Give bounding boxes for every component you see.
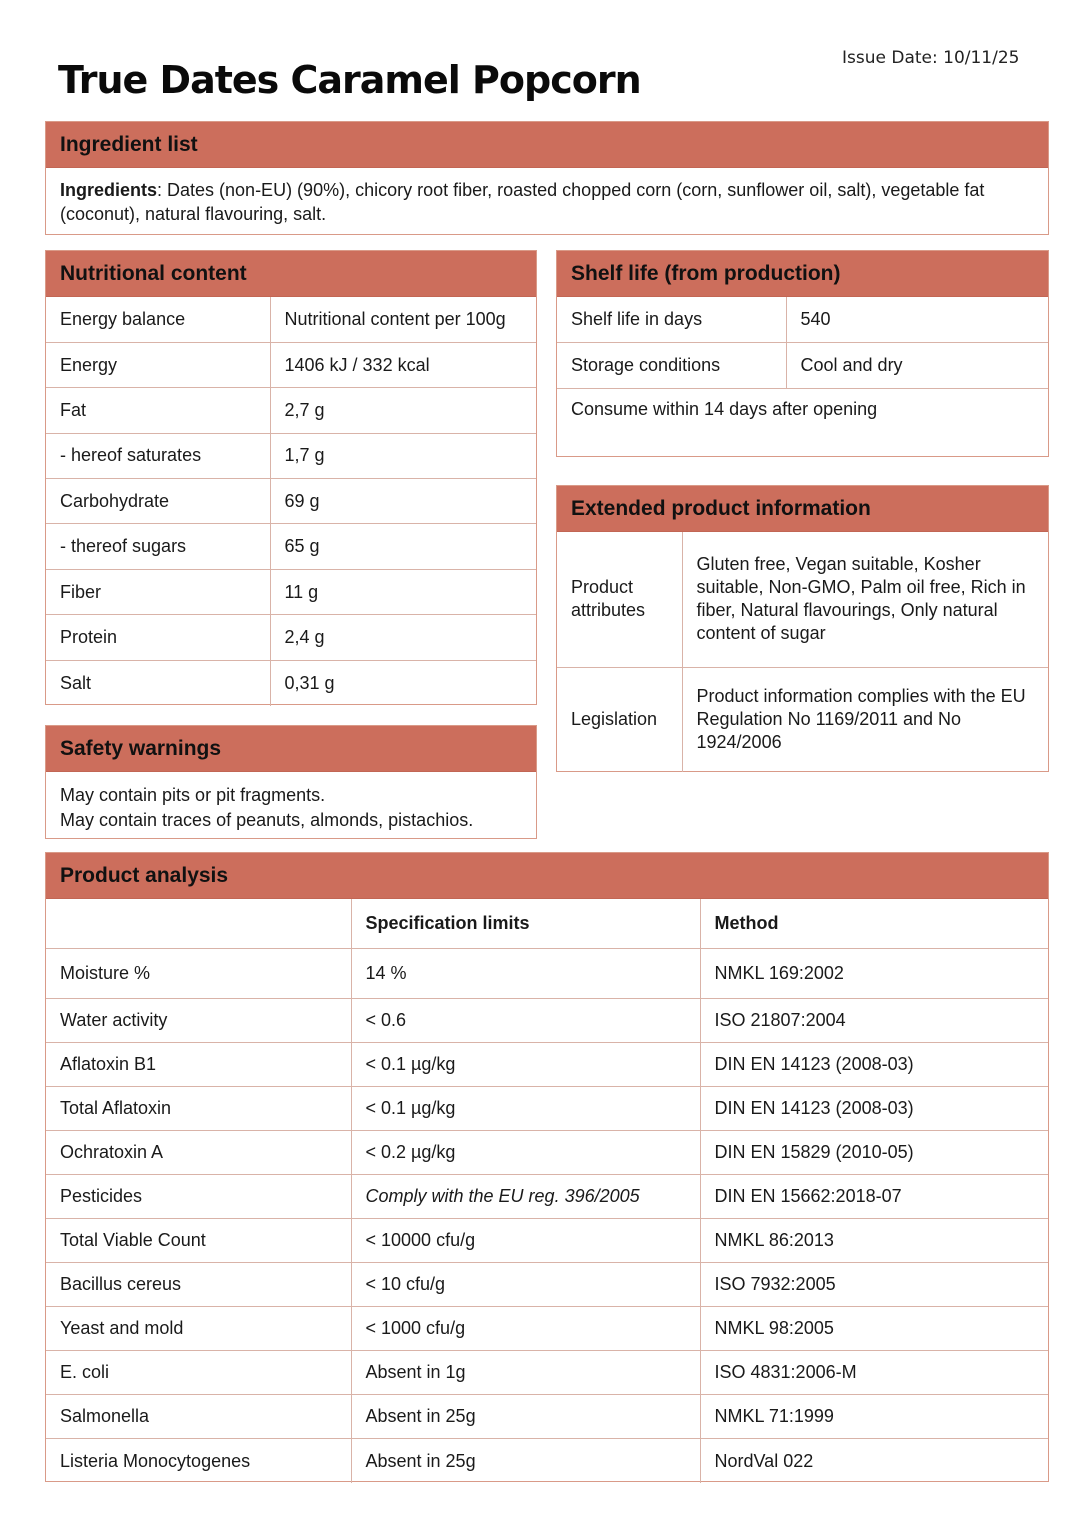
analysis-table (46, 899, 1048, 1483)
shelf-life-section (556, 250, 1049, 457)
parameter-cell: Yeast and mold (46, 1307, 351, 1351)
product-analysis-heading: Product analysis (46, 853, 1048, 899)
method-cell: NMKL 98:2005 (700, 1307, 1048, 1351)
parameter-cell: Pesticides (46, 1174, 351, 1218)
ingredient-list-body (46, 168, 1048, 236)
table-row (46, 1263, 1048, 1307)
table-row (46, 615, 536, 660)
parameter-cell: Bacillus cereus (46, 1263, 351, 1307)
parameter-cell: Total Aflatoxin (46, 1086, 351, 1130)
parameter-cell: Moisture % (46, 948, 351, 998)
issue-date: Issue Date: 10/11/25 (842, 48, 1020, 68)
nutrient-value: 1406 kJ / 332 kcal (270, 342, 536, 387)
nutrient-label: Fiber (46, 569, 270, 614)
ingredients-label: Ingredients (60, 180, 158, 200)
ingredient-list-section (45, 121, 1049, 235)
shelf-life-heading: Shelf life (from production) (557, 251, 1048, 297)
method-cell: NMKL 86:2013 (700, 1218, 1048, 1262)
table-row (46, 948, 1048, 998)
ingredients-text: : Dates (non-EU) (90%), chicory root fiber, roasted chopped corn (corn, sunflower oil, salt), vegetable fat (coconut), natural flavouring, salt. (60, 180, 985, 224)
spec-limit-cell: < 0.1 µg/kg (351, 1042, 700, 1086)
spec-limit-cell: Absent in 1g (351, 1351, 700, 1395)
table-row (46, 998, 1048, 1042)
nutritional-content-section (45, 250, 537, 705)
spec-limit-cell: < 1000 cfu/g (351, 1307, 700, 1351)
table-row (46, 1218, 1048, 1262)
shelf-label: Shelf life in days (557, 297, 786, 343)
nutrient-value: 2,4 g (270, 615, 536, 660)
table-row (46, 524, 536, 569)
shelf-life-table (557, 297, 1048, 388)
nutrient-label: Carbohydrate (46, 479, 270, 524)
table-row (46, 342, 536, 387)
parameter-cell: Aflatoxin B1 (46, 1042, 351, 1086)
nutrient-value: 65 g (270, 524, 536, 569)
method-cell: ISO 4831:2006-M (700, 1351, 1048, 1395)
spec-limit-cell: Absent in 25g (351, 1439, 700, 1483)
parameter-cell: Water activity (46, 998, 351, 1042)
consume-note: Consume within 14 days after opening (557, 388, 1048, 456)
table-row (46, 1351, 1048, 1395)
table-row (46, 1439, 1048, 1483)
spec-limit-cell: < 10000 cfu/g (351, 1218, 700, 1262)
spec-limit-cell: Absent in 25g (351, 1395, 700, 1439)
shelf-label: Storage conditions (557, 343, 786, 389)
nutrient-label: Protein (46, 615, 270, 660)
shelf-value: 540 (800, 309, 831, 329)
method-cell: NMKL 71:1999 (700, 1395, 1048, 1439)
method-cell: NMKL 169:2002 (700, 948, 1048, 998)
safety-warnings-section (45, 725, 537, 839)
spec-limit-cell: < 10 cfu/g (351, 1263, 700, 1307)
table-row (46, 297, 536, 342)
table-row (46, 1086, 1048, 1130)
table-row (46, 1130, 1048, 1174)
nutrient-label: Energy balance (46, 297, 270, 342)
nutrient-label: Salt (46, 660, 270, 705)
table-row (557, 532, 1048, 667)
safety-line: May contain pits or pit fragments. (60, 785, 326, 805)
table-row (46, 1042, 1048, 1086)
extended-info-section (556, 485, 1049, 772)
page-title: True Dates Caramel Popcorn (58, 58, 641, 102)
ingredient-list-heading: Ingredient list (46, 122, 1048, 168)
attributes-value: Gluten free, Vegan suitable, Kosher suitable, Non-GMO, Palm oil free, Rich in fiber, Natural flavourings, Only natural content of sugar (696, 554, 1026, 644)
method-cell: ISO 7932:2005 (700, 1263, 1048, 1307)
table-row (46, 1174, 1048, 1218)
nutrient-value: 69 g (270, 479, 536, 524)
method-cell: DIN EN 15829 (2010-05) (700, 1130, 1048, 1174)
legislation-value: Product information complies with the EU Regulation No 1169/2011 and No 1924/2006 (682, 667, 1048, 772)
nutrient-label: Fat (46, 388, 270, 433)
nutritional-content-heading: Nutritional content (46, 251, 536, 297)
parameter-cell: E. coli (46, 1351, 351, 1395)
nutrient-value: 1,7 g (270, 433, 536, 478)
table-row (557, 297, 1048, 343)
table-row (557, 667, 1048, 772)
table-row (46, 660, 536, 705)
nutrient-value: 11 g (270, 569, 536, 614)
table-row (46, 433, 536, 478)
extended-info-table (557, 532, 1048, 772)
attributes-label: Product attributes (557, 532, 682, 667)
nutrient-value: 2,7 g (270, 388, 536, 433)
table-row (46, 479, 536, 524)
table-row (46, 1395, 1048, 1439)
method-cell: DIN EN 15662:2018-07 (700, 1174, 1048, 1218)
nutrient-value: 0,31 g (270, 660, 536, 705)
method-cell: DIN EN 14123 (2008-03) (700, 1086, 1048, 1130)
nutrient-label: Energy (46, 342, 270, 387)
safety-warnings-body (46, 772, 536, 844)
parameter-cell: Salmonella (46, 1395, 351, 1439)
spec-limit-cell: < 0.6 (351, 998, 700, 1042)
legislation-label: Legislation (557, 667, 682, 772)
extended-info-heading: Extended product information (557, 486, 1048, 532)
method-cell: ISO 21807:2004 (700, 998, 1048, 1042)
spec-limit-cell: Comply with the EU reg. 396/2005 (351, 1174, 700, 1218)
table-row (46, 388, 536, 433)
table-row (557, 343, 1048, 389)
safety-line: May contain traces of peanuts, almonds, pistachios. (60, 810, 474, 830)
spec-limit-cell: 14 % (351, 948, 700, 998)
nutrient-value: Nutritional content per 100g (284, 308, 506, 329)
spec-limit-cell: < 0.1 µg/kg (351, 1086, 700, 1130)
parameter-cell: Ochratoxin A (46, 1130, 351, 1174)
product-analysis-section (45, 852, 1049, 1482)
table-row (46, 1307, 1048, 1351)
method-cell: DIN EN 14123 (2008-03) (700, 1042, 1048, 1086)
column-header-method: Method (714, 912, 779, 933)
parameter-cell: Listeria Monocytogenes (46, 1439, 351, 1483)
nutrient-label: - thereof sugars (46, 524, 270, 569)
nutrient-label: - hereof saturates (46, 433, 270, 478)
parameter-cell: Total Viable Count (46, 1218, 351, 1262)
method-cell: NordVal 022 (700, 1439, 1048, 1483)
spec-limit-cell: < 0.2 µg/kg (351, 1130, 700, 1174)
table-header-row (46, 899, 1048, 948)
column-header-spec: Specification limits (351, 899, 700, 948)
column-header (46, 899, 351, 948)
nutrition-table (46, 297, 536, 706)
table-row (46, 569, 536, 614)
shelf-value: Cool and dry (786, 343, 1048, 389)
safety-warnings-heading: Safety warnings (46, 726, 536, 772)
